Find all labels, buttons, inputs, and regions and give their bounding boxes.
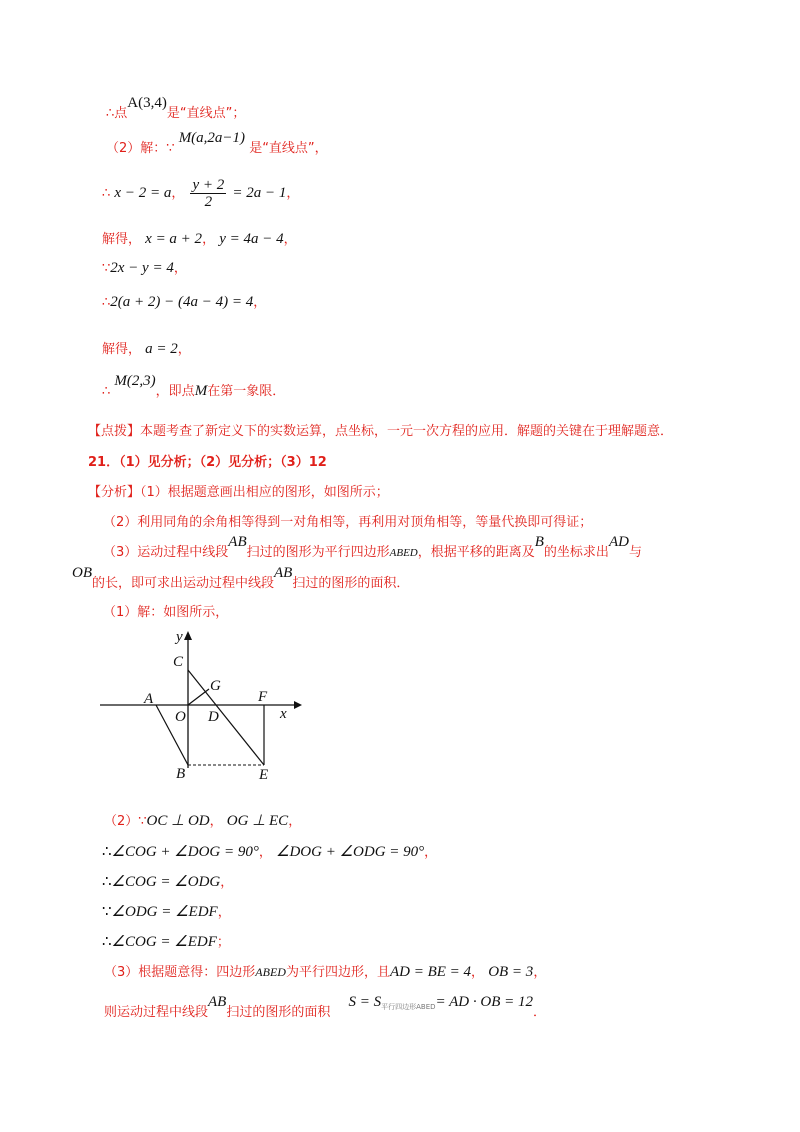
label: （2）∵	[104, 814, 147, 829]
analysis-3	[103, 534, 642, 562]
equation: ∠COG + ∠DOG = 90°	[111, 844, 259, 860]
math-point-a: A(3,4)	[127, 95, 167, 111]
hint-line	[88, 423, 673, 441]
fraction-denominator: 2	[204, 194, 213, 210]
segment-ce	[188, 670, 264, 765]
analysis-1	[88, 484, 389, 502]
math-point-m: M(2,3)	[114, 373, 156, 389]
text: 解得，	[102, 232, 142, 247]
line-5	[102, 259, 187, 278]
analysis-tag: 【分析】	[88, 485, 141, 500]
x-axis-arrow	[294, 701, 302, 709]
separator: ，	[258, 845, 272, 860]
text: 点	[114, 106, 128, 121]
text: ，即点	[155, 384, 195, 399]
therefore-symbol: ∴	[102, 295, 111, 310]
text: 的长，即可求出运动过程中线段	[92, 576, 275, 591]
text: 与	[628, 545, 642, 560]
therefore-symbol: ∴	[102, 186, 111, 201]
solution-text: （1）解：如图所示，	[103, 605, 229, 620]
text: ，	[173, 261, 187, 276]
analysis-4	[72, 565, 410, 593]
label-c: C	[173, 654, 184, 670]
proof-line-4	[102, 903, 231, 922]
analysis-text: （1）根据题意画出相应的图形，如图所示；	[140, 485, 389, 500]
equation: x − 2 = a	[114, 185, 172, 201]
area-formula	[349, 993, 534, 1016]
equation: x = a + 2	[145, 231, 203, 247]
line-4	[102, 230, 297, 249]
equation: ∠ODG = ∠EDF	[111, 904, 218, 920]
proof-line-1	[104, 812, 301, 831]
therefore-symbol: ∴	[102, 934, 112, 950]
equation: ∠COG = ∠EDF	[111, 934, 217, 950]
hint-tag: 【点拨】	[88, 424, 141, 439]
text: ；	[216, 935, 230, 950]
separator: ，	[471, 965, 485, 980]
text: ，	[424, 845, 438, 860]
proof-line-7	[104, 994, 547, 1026]
line-7	[102, 340, 191, 359]
line-3	[102, 176, 299, 211]
hint-text: 本题考查了新定义下的实数运算，点坐标，一元一次方程的应用．解题的关键在于理解题意．	[140, 424, 674, 439]
equation: a = 2	[145, 341, 178, 357]
question-21-answers	[88, 454, 327, 472]
separator: ，	[171, 186, 185, 201]
equation: ∠COG = ∠ODG	[111, 874, 221, 890]
equation: AD = BE = 4	[389, 964, 472, 980]
segment-ab: AB	[208, 994, 227, 1010]
line-8	[102, 373, 286, 401]
text: 的坐标求出	[543, 545, 609, 560]
line-1	[106, 95, 246, 123]
text: ，	[177, 342, 191, 357]
equation: 2x − y = 4	[110, 260, 174, 276]
analysis-2	[103, 514, 592, 532]
text: 是“直线点”；	[166, 106, 246, 121]
label-b: B	[176, 766, 186, 782]
text: 扫过的图形为平行四边形	[246, 545, 390, 560]
segment-ob: OB	[72, 565, 92, 581]
therefore-symbol: ∴	[102, 874, 112, 890]
separator: ，	[209, 814, 223, 829]
math-point-m: M(a,2a−1)	[178, 130, 246, 146]
q21-text: 21．（1）见分析；（2）见分析；（3）12	[88, 455, 327, 470]
quad-abed: ABED	[255, 965, 286, 979]
text: 扫过的图形的面积	[226, 1005, 331, 1020]
y-axis-arrow	[184, 631, 192, 640]
text: ，	[220, 875, 234, 890]
coordinate-diagram	[98, 628, 308, 784]
text: 扫过的图形的面积．	[292, 576, 410, 591]
proof-line-5	[102, 933, 230, 952]
area-subscript: 平行四边形ABED	[381, 1003, 436, 1011]
equation: OG ⊥ EC	[226, 813, 289, 829]
fraction	[190, 177, 226, 210]
label-f: F	[258, 689, 268, 705]
segment-ad: AD	[608, 534, 629, 550]
label-x: x	[280, 706, 287, 722]
line-2	[106, 130, 328, 158]
text: （3）运动过程中线段	[103, 545, 229, 560]
therefore-symbol: ∴	[102, 844, 112, 860]
analysis-text: （2）利用同角的余角相等得到一对角相等，再利用对顶角相等，等量代换即可得证；	[103, 515, 593, 530]
line-6	[102, 293, 266, 312]
equation: 2(a + 2) − (4a − 4) = 4	[110, 294, 254, 310]
quad-abed: ABED	[389, 547, 418, 559]
because-symbol: ∵	[102, 261, 111, 276]
proof-line-2	[102, 843, 437, 862]
point-b: B	[534, 534, 544, 550]
text: ，	[286, 186, 300, 201]
text: ，	[217, 905, 231, 920]
text: ，	[533, 965, 547, 980]
therefore-symbol: ∴	[106, 106, 115, 121]
segment-og	[188, 689, 209, 705]
text: ，	[283, 232, 297, 247]
text: ．	[533, 1005, 547, 1020]
proof-line-6	[104, 963, 546, 982]
therefore-symbol: ∴	[102, 384, 111, 399]
label-o: O	[175, 709, 186, 725]
area-value: = AD · OB = 12	[435, 994, 533, 1010]
segment-ab: AB	[274, 565, 293, 581]
because-symbol: ∵	[102, 904, 112, 920]
label-a: A	[144, 691, 154, 707]
point-m: M	[194, 383, 208, 399]
label-y: y	[176, 629, 183, 645]
label-d: D	[208, 709, 219, 725]
equation: ∠DOG + ∠ODG = 90°	[276, 844, 425, 860]
text: 解得，	[102, 342, 142, 357]
equation: y = 4a − 4	[219, 231, 284, 247]
solution-1	[103, 604, 228, 622]
text: 是“直线点”，	[249, 141, 328, 156]
equation: = 2a − 1	[232, 185, 287, 201]
label-g: G	[210, 678, 221, 694]
text: （3）根据题意得：四边形	[104, 965, 256, 980]
fraction-numerator: y + 2	[192, 177, 225, 193]
text: 为平行四边形，且	[285, 965, 390, 980]
separator: ，	[202, 232, 216, 247]
text: ，	[253, 295, 267, 310]
text: ，根据平移的距离及	[417, 545, 535, 560]
label: （2）解：∵	[106, 141, 175, 156]
area-s: S = S	[348, 994, 382, 1010]
text: 则运动过程中线段	[104, 1005, 209, 1020]
label-e: E	[259, 767, 269, 783]
text: 在第一象限．	[207, 384, 286, 399]
text: ，	[288, 814, 302, 829]
proof-line-3	[102, 873, 233, 892]
equation: OB = 3	[488, 964, 534, 980]
segment-ab: AB	[228, 534, 247, 550]
equation: OC ⊥ OD	[146, 813, 210, 829]
